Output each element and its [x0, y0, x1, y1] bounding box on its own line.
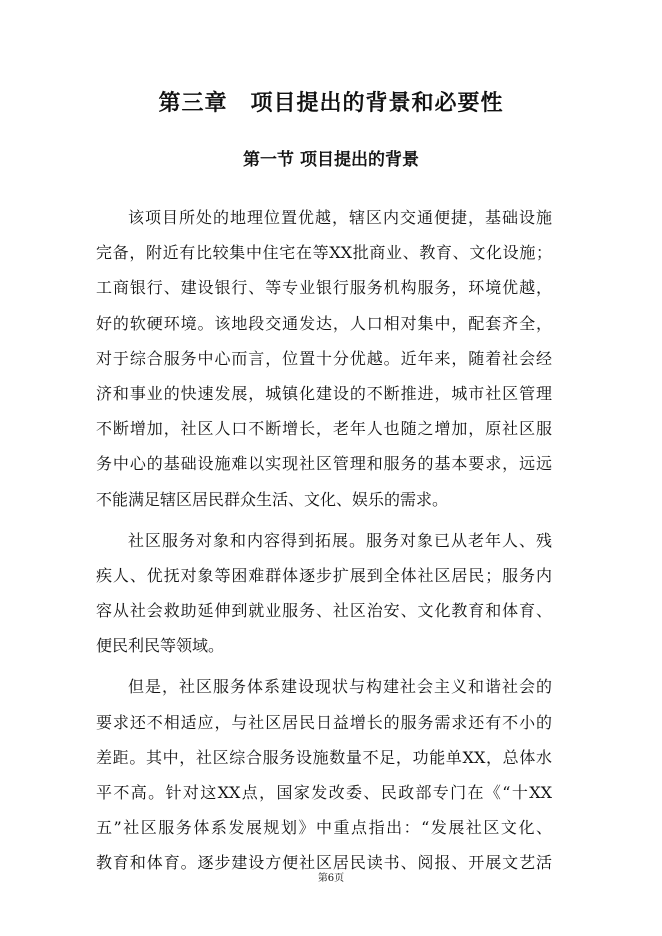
text-line: 工商银行、建设银行、等专业银行服务机构服务，环境优越，: [96, 278, 552, 298]
paragraph-2: [96, 523, 552, 664]
text-line: 好的软硬环境。该地段交通发达，人口相对集中，配套齐全，: [96, 313, 552, 333]
text-line: 务中心的基础设施难以实现社区管理和服务的基本要求，远远: [96, 454, 552, 474]
page-number: 第6页: [317, 873, 345, 884]
text-line: 该项目所处的地理位置优越，辖区内交通便捷，基础设施: [128, 208, 552, 227]
text-line: 对于综合服务中心而言，位置十分优越。近年来，随着社会经: [96, 348, 552, 368]
text-line: 教育和体育。逐步建设方便社区居民读书、阅报、开展文艺活: [96, 853, 552, 873]
text-line: 不断增加，社区人口不断增长，老年人也随之增加，原社区服: [96, 419, 552, 439]
text-line: 不能满足辖区居民群众生活、文化、娱乐的需求。: [96, 489, 449, 509]
text-line: 济和事业的快速发展，城镇化建设的不断推进，城市社区管理: [96, 383, 552, 403]
text-line: 平不高。针对这XX点，国家发改委、民政部专门在《“十XX: [96, 783, 552, 802]
text-line: 完备，附近有比较集中住宅在等XX批商业、教育、文化设施；: [96, 243, 552, 263]
text-line: 便民利民等领域。: [96, 636, 225, 656]
section-title: 第一节 项目提出的背景: [243, 150, 419, 170]
chapter-title: 第三章 项目提出的背景和必要性: [158, 91, 504, 116]
body-text: [96, 200, 552, 881]
text-line: 但是，社区服务体系建设现状与构建社会主义和谐社会的: [128, 677, 552, 697]
text-line: 疾人、优抚对象等困难群体逐步扩展到全体社区居民；服务内: [96, 565, 552, 585]
text-line: 容从社会救助延伸到就业服务、社区治安、文化教育和体育、: [96, 601, 552, 621]
paragraph-3: [96, 669, 552, 880]
paragraph-1: [96, 200, 552, 517]
text-line: 要求还不相适应，与社区居民日益增长的服务需求还有不小的: [96, 712, 552, 732]
text-line: 五”社区服务体系发展规划》中重点指出：“发展社区文化、: [96, 818, 552, 838]
text-line: 差距。其中，社区综合服务设施数量不足，功能单XX，总体水: [96, 747, 552, 767]
text-line: 社区服务对象和内容得到拓展。服务对象已从老年人、残: [128, 530, 552, 550]
